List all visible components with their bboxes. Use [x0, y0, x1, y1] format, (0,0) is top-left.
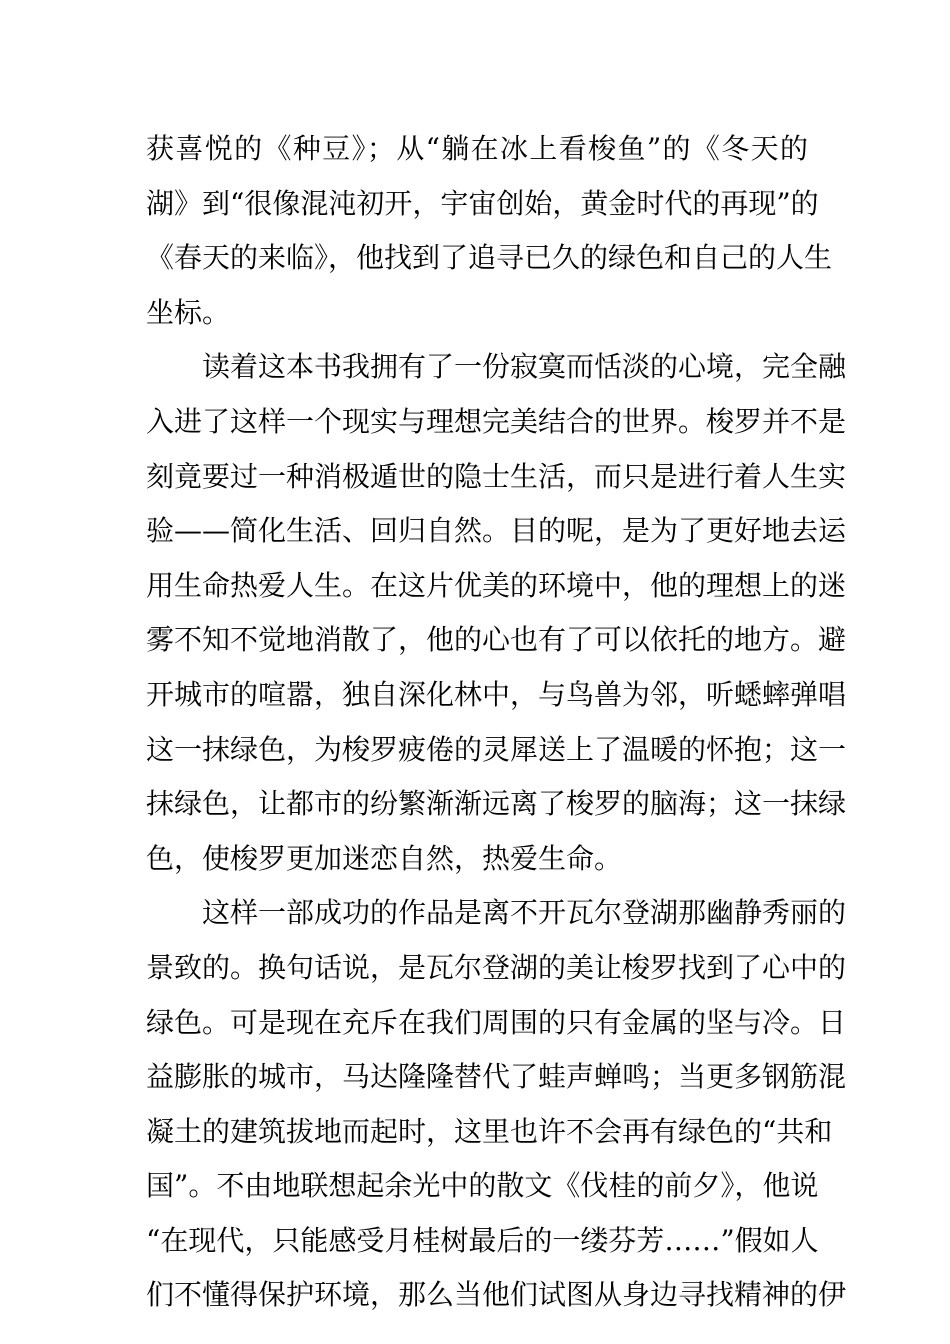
text-line: 凝土的建筑拔地而起时，这里也许不会再有绿色的“共和: [146, 1114, 833, 1148]
text-line: 雾不知不觉地消散了，他的心也有了可以依托的地方。避: [146, 623, 847, 657]
text-line: 入进了这样一个现实与理想完美结合的世界。梭罗并不是: [146, 404, 847, 438]
text-line: 国”。不由地联想起余光中的散文《伐桂的前夕》，他说: [146, 1169, 819, 1203]
body-text: [146, 122, 847, 1323]
text-line: 《春天的来临》，他找到了追寻已久的绿色和自己的人生: [146, 241, 833, 275]
text-line: 色，使梭罗更加迷恋自然，热爱生命。: [146, 841, 623, 875]
text-line: 湖》到“很像混沌初开，宇宙创始，黄金时代的再现”的: [146, 186, 819, 220]
text-line: 抹绿色，让都市的纷繁渐渐远离了梭罗的脑海；这一抹绿: [146, 787, 847, 821]
text-line: 验——简化生活、回归自然。目的呢，是为了更好地去运: [146, 514, 847, 548]
text-line: 读着这本书我拥有了一份寂寞而恬淡的心境，完全融: [202, 350, 847, 384]
text-line: 用生命热爱人生。在这片优美的环境中，他的理想上的迷: [146, 568, 847, 602]
text-line: 景致的。换句话说，是瓦尔登湖的美让梭罗找到了心中的: [146, 950, 847, 984]
text-line: 开城市的喧嚣，独自深化林中，与鸟兽为邻，听蟋蟀弹唱: [146, 677, 847, 711]
text-line: 绿色。可是现在充斥在我们周围的只有金属的坚与冷。日: [146, 1005, 847, 1039]
text-line: 获喜悦的《种豆》；从“躺在冰上看梭鱼”的《冬天的: [146, 132, 808, 165]
text-line: “在现代，只能感受月桂树最后的一缕芬芳……”假如人: [146, 1223, 819, 1257]
text-line: 这一抹绿色，为梭罗疲倦的灵犀送上了温暖的怀抱；这一: [146, 732, 847, 766]
text-line: 益膨胀的城市，马达隆隆替代了蛙声蝉鸣；当更多钢筋混: [146, 1060, 847, 1094]
text-line: 坐标。: [146, 295, 231, 329]
text-line: 刻竟要过一种消极遁世的隐士生活，而只是进行着人生实: [146, 459, 847, 493]
text-line: 这样一部成功的作品是离不开瓦尔登湖那幽静秀丽的: [202, 896, 847, 930]
text-line: 们不懂得保护环境，那么当他们试图从身边寻找精神的伊: [146, 1278, 847, 1312]
